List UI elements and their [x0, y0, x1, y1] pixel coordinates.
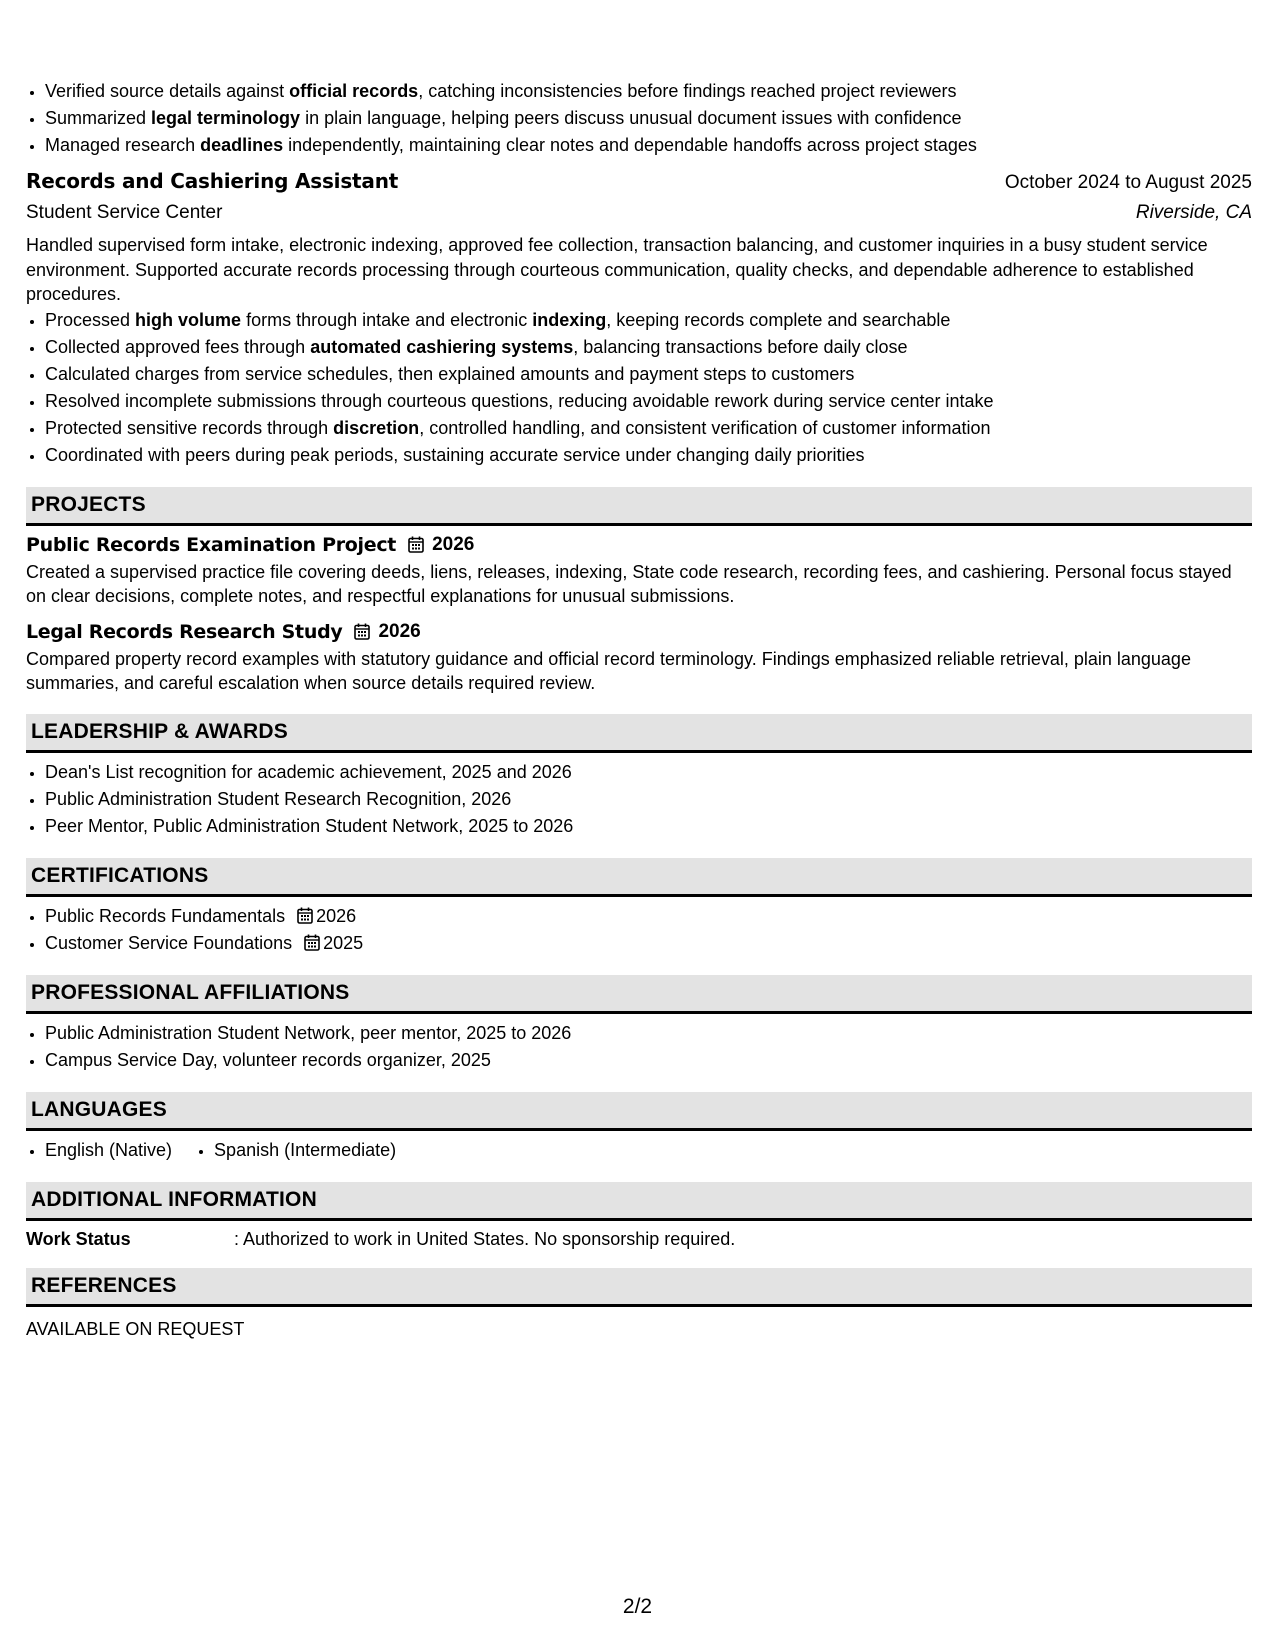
calendar-icon [304, 934, 320, 951]
affiliations-section [26, 975, 1252, 1074]
project-name: Public Records Examination Project [26, 533, 397, 556]
certification-name: Public Records Fundamentals [45, 905, 286, 926]
leadership-list [26, 759, 1252, 840]
project-title [26, 534, 1252, 556]
work-status-value: : Authorized to work in United States. No sponsorship required. [234, 1228, 736, 1249]
resume-page [26, 78, 1252, 1340]
languages-list [26, 1137, 1252, 1164]
section-heading: REFERENCES [26, 1268, 1252, 1307]
section-heading: PROJECTS [26, 487, 1252, 526]
references-section [26, 1268, 1252, 1340]
job-summary: Handled supervised form intake, electronic indexing, approved fee collection, transaction balancing, and customer inquiries in a busy student service environment. Supported accurate records processing through courteous communication, quality checks, and dependable adherence to established procedures. [26, 235, 1208, 304]
certifications-section [26, 858, 1252, 957]
list-item: • Dean's List recognition for academic achievement, 2025 and 2026 [45, 759, 1252, 786]
calendar-icon [408, 536, 424, 553]
list-item: • Coordinated with peers during peak periods, sustaining accurate service under changing daily priorities [45, 442, 1252, 469]
calendar-icon [354, 623, 370, 640]
project-name: Legal Records Research Study [26, 620, 343, 643]
project-year: 2026 [432, 533, 475, 555]
list-item: • Campus Service Day, volunteer records organizer, 2025 [45, 1047, 1252, 1074]
certification-year: 2025 [323, 932, 364, 953]
section-heading: LEADERSHIP & AWARDS [26, 714, 1252, 753]
job-bullets [26, 307, 1252, 469]
list-item [45, 930, 1252, 957]
job-subheader [26, 202, 1252, 224]
references-text: AVAILABLE ON REQUEST [26, 1318, 245, 1339]
job-location: Riverside, CA [1135, 202, 1252, 223]
list-item: • Verified source details against official records, catching inconsistencies before findings reached project reviewers [45, 78, 1252, 105]
list-item: • Processed high volume forms through intake and electronic indexing, keeping records complete and searchable [45, 307, 1252, 334]
section-heading: CERTIFICATIONS [26, 858, 1252, 897]
project-description: Compared property record examples with statutory guidance and official record terminology. Findings emphasized reliable retrieval, plain language summaries, and careful escalation when source details required review. [26, 648, 1191, 693]
affiliations-list [26, 1020, 1252, 1074]
list-item: • Public Administration Student Research Recognition, 2026 [45, 786, 1252, 813]
job-dates: October 2024 to August 2025 [1004, 172, 1252, 193]
section-heading: PROFESSIONAL AFFILIATIONS [26, 975, 1252, 1014]
section-heading: ADDITIONAL INFORMATION [26, 1182, 1252, 1221]
previous-job-bullets [26, 78, 1252, 159]
list-item: • English (Native) [45, 1137, 172, 1164]
list-item: • Collected approved fees through automated cashiering systems, balancing transactions before daily close [45, 334, 1252, 361]
work-status-label: Work Status [26, 1228, 131, 1249]
work-status-row [26, 1229, 1252, 1250]
list-item: • Resolved incomplete submissions through courteous questions, reducing avoidable rework during service center intake [45, 388, 1252, 415]
additional-info-section [26, 1182, 1252, 1250]
projects-section [26, 487, 1252, 696]
certification-name: Customer Service Foundations [45, 932, 293, 953]
languages-section [26, 1092, 1252, 1164]
job-title: Records and Cashiering Assistant [26, 169, 399, 193]
calendar-icon [297, 907, 313, 924]
project-year: 2026 [378, 620, 421, 642]
project-description: Created a supervised practice file covering deeds, liens, releases, indexing, State code research, recording fees, and cashiering. Personal focus stayed on clear decisions, complete notes, and respectful explanations for unusual submissions. [26, 561, 1232, 606]
list-item: • Summarized legal terminology in plain language, helping peers discuss unusual document issues with confidence [45, 105, 1252, 132]
list-item: • Calculated charges from service schedules, then explained amounts and payment steps to customers [45, 361, 1252, 388]
job-header [26, 169, 1252, 194]
list-item [45, 903, 1252, 930]
list-item: • Spanish (Intermediate) [214, 1137, 396, 1164]
employer-name: Student Service Center [26, 202, 223, 223]
leadership-section [26, 714, 1252, 840]
list-item: • Protected sensitive records through discretion, controlled handling, and consistent verification of customer information [45, 415, 1252, 442]
list-item: • Managed research deadlines independently, maintaining clear notes and dependable handoffs across project stages [45, 132, 1252, 159]
project-title [26, 621, 1252, 643]
list-item: • Public Administration Student Network, peer mentor, 2025 to 2026 [45, 1020, 1252, 1047]
page-number: 2/2 [622, 1595, 653, 1618]
certifications-list [26, 903, 1252, 957]
certification-year: 2026 [316, 905, 357, 926]
list-item: • Peer Mentor, Public Administration Student Network, 2025 to 2026 [45, 813, 1252, 840]
section-heading: LANGUAGES [26, 1092, 1252, 1131]
